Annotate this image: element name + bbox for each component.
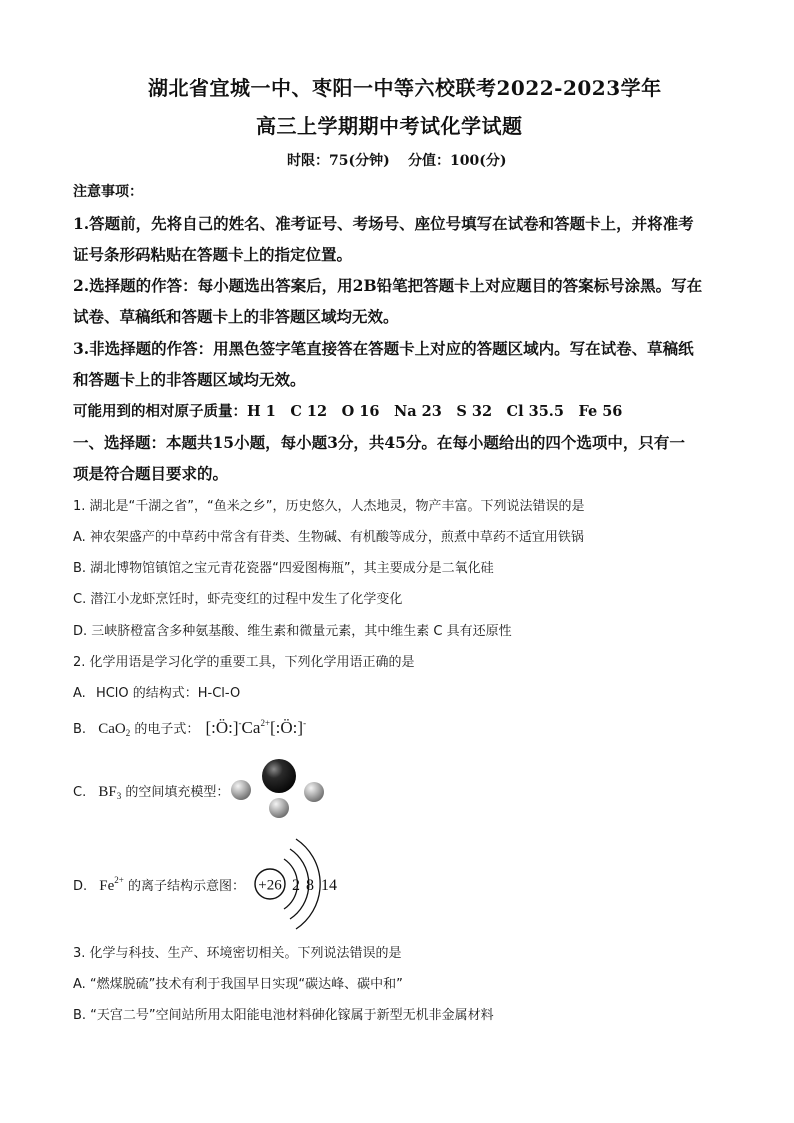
fluorine-atom-left xyxy=(231,780,251,800)
calcium-peroxide-electron-dot: $[:Ö:]^-Ca^{2+}[:Ö:]^-$ xyxy=(205,718,307,737)
note-2-line1: 2.选择题的作答：每小题选出答案后，用2B铅笔把答题卡上对应题目的答案标号涂黑。写在 xyxy=(73,276,703,295)
q3-option-b: B. “天宫二号”空间站所用太阳能电池材料砷化镓属于新型无机非金属材料 xyxy=(73,1008,494,1023)
q2-a-label: A. xyxy=(73,686,86,701)
q2-d-text: 的离子结构示意图： xyxy=(128,879,246,894)
q2-option-b xyxy=(73,718,306,738)
fe2-ion-structure-diagram xyxy=(246,832,342,932)
q2-option-a xyxy=(73,682,240,701)
q2-option-c xyxy=(73,781,229,801)
total-score: 分值：100(分) xyxy=(408,153,507,169)
exam-title-line1: 湖北省宜城一中、枣阳一中等六校联考2022-2023学年 xyxy=(148,76,662,100)
shell-1-count: 2 xyxy=(292,877,300,894)
q2-d-label: D. xyxy=(73,879,88,894)
q2-d-formula: $Fe^{2+}$ xyxy=(99,875,124,894)
note-1-line1: 1.答题前，先将自己的姓名、准考证号、考场号、座位号填写在试卷和答题卡上，并将准考 xyxy=(73,214,694,233)
q2-b-label: B. xyxy=(73,722,87,737)
q1-option-d: D. 三峡脐橙富含多种氨基酸、维生素和微量元素，其中维生素 C 具有还原性 xyxy=(73,624,512,639)
section-1-line2: 项是符合题目要求的。 xyxy=(73,464,229,483)
q3-stem: 3. 化学与科技、生产、环境密切相关。下列说法错误的是 xyxy=(73,946,402,961)
section-1-line1: 一、选择题：本题共15小题，每小题3分，共45分。在每小题给出的四个选项中，只有一 xyxy=(73,433,685,452)
q2-c-text: 的空间填充模型： xyxy=(125,785,230,800)
q2-c-formula: $BF_3$ xyxy=(98,784,122,801)
note-2-line2: 试卷、草稿纸和答题卡上的非答题区域均无效。 xyxy=(73,307,399,326)
bf3-space-filling-model xyxy=(224,756,334,822)
note-1-line2: 证号条形码粘贴在答题卡上的指定位置。 xyxy=(73,245,353,264)
q2-a-text: HClO 的结构式：H-Cl-O xyxy=(95,686,241,701)
note-3-line2: 和答题卡上的非答题区域均无效。 xyxy=(73,370,306,389)
shell-2-count: 8 xyxy=(306,877,314,894)
boron-atom xyxy=(262,759,296,793)
atomic-masses: 可能用到的相对原子质量：H 1 C 12 O 16 Na 23 S 32 Cl 35.5 Fe 56 xyxy=(73,403,623,420)
nucleus-charge: +26 xyxy=(258,877,282,894)
note-3-line1: 3.非选择题的作答：用黑色签字笔直接答在答题卡上对应的答题区域内。写在试卷、草稿纸 xyxy=(73,339,694,358)
shell-3-count: 14 xyxy=(321,877,337,894)
q2-c-label: C. xyxy=(73,785,87,800)
q2-b-formula: CaO$_2$ xyxy=(98,721,131,738)
q2-option-d xyxy=(73,875,245,895)
time-limit: 时限：75(分钟) xyxy=(287,153,390,169)
q1-stem: 1. 湖北是“千湖之省”，“鱼米之乡”，历史悠久，人杰地灵，物产丰富。下列说法错误的是 xyxy=(73,499,585,514)
q1-option-c: C. 潜江小龙虾烹饪时，虾壳变红的过程中发生了化学变化 xyxy=(73,592,403,607)
notes-heading: 注意事项： xyxy=(73,184,143,200)
fluorine-atom-right xyxy=(304,782,324,802)
q3-option-a: A. “燃煤脱硫”技术有利于我国早日实现“碳达峰、碳中和” xyxy=(73,977,403,992)
exam-title-line2: 高三上学期期中考试化学试题 xyxy=(256,114,523,138)
q1-option-a: A. 神农架盛产的中草药中常含有苷类、生物碱、有机酸等成分，煎煮中草药不适宜用铁锅 xyxy=(73,530,584,545)
q2-stem: 2. 化学用语是学习化学的重要工具，下列化学用语正确的是 xyxy=(73,655,415,670)
q2-b-text: 的电子式： xyxy=(134,722,200,737)
q1-option-b: B. 湖北博物馆镇馆之宝元青花瓷器“四爱图梅瓶”，其主要成分是二氧化硅 xyxy=(73,561,494,576)
fluorine-atom-bottom xyxy=(269,798,289,818)
